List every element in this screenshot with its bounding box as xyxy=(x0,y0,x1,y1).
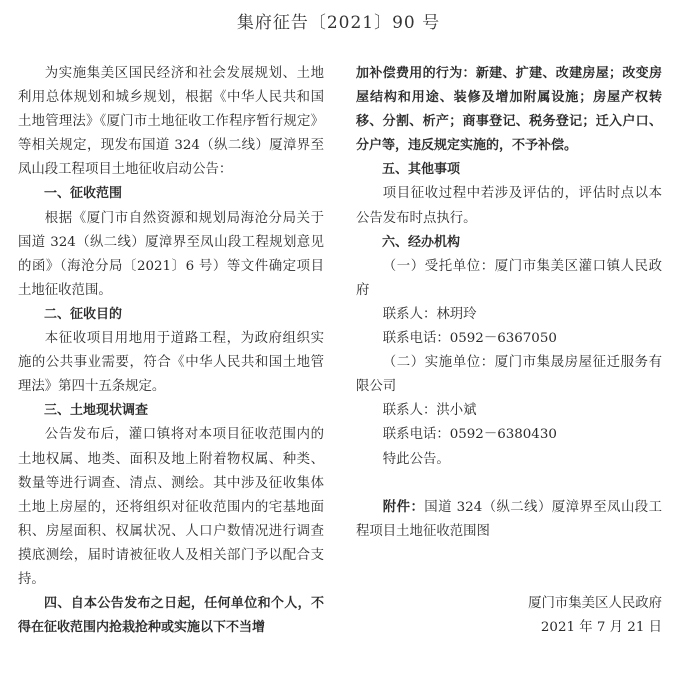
agency-2-contact: 联系人：洪小斌 xyxy=(382,403,477,419)
closing-statement: 特此公告。 xyxy=(382,451,450,467)
section-2-title: 二、征收目的 xyxy=(44,306,123,322)
section-6-title: 六、经办机构 xyxy=(382,234,461,250)
spacer xyxy=(356,472,662,496)
agency-1-contact: 联系人：林玥玲 xyxy=(382,306,477,322)
section-5-title: 五、其他事项 xyxy=(382,162,461,178)
attachment xyxy=(356,496,662,544)
document-number: 集府征告〔2021〕90 号 xyxy=(236,13,441,33)
left-column xyxy=(18,62,324,640)
intro-paragraph: 为实施集美区国民经济和社会发展规划、土地利用总体规划和城乡规划，根据《中华人民共和国土地管理法》《厦门市土地征收工作程序暂行规定》等相关规定，现发布国道 324（纵二线）厦漳界至凤山段工程项目土地征收启动公告： xyxy=(18,66,324,178)
section-3-title: 三、土地现状调查 xyxy=(44,403,149,419)
issuer: 厦门市集美区人民政府 xyxy=(528,595,662,611)
agency-1: （一）受托单位：厦门市集美区灌口镇人民政府 xyxy=(356,258,662,298)
section-2-body: 本征收项目用地用于道路工程，为政府组织实施的公共事业需要，符合《中华人民共和国土地管理法》第四十五条规定。 xyxy=(18,331,324,395)
section-3-body: 公告发布后，灌口镇将对本项目征收范围内的土地权属、地类、面积及地上附着物权属、种类、数量等进行调查、清点、测绘。其中涉及征收集体土地上房屋的，还将组织对征收范围内的宅基地面积、房屋面积、权属状况、人口户数情况进行调查摸底测绘，届时请被征收人及相关部门予以配合支持。 xyxy=(18,427,324,587)
agency-1-phone: 联系电话：0592－6367050 xyxy=(382,331,557,347)
attachment-label: 附件： xyxy=(382,499,425,515)
section-4-body: 四、自本公告发布之日起，任何单位和个人，不得在征收范围内抢栽抢种或实施以下不当增 xyxy=(18,596,324,636)
section-1-title: 一、征收范围 xyxy=(44,186,123,202)
issue-date: 2021 年 7 月 21 日 xyxy=(540,619,662,635)
spacer xyxy=(356,544,662,592)
attachment-text: 国道 324（纵二线）厦漳界至凤山段工程项目土地征收范围图 xyxy=(356,499,662,539)
section-1-body: 根据《厦门市自然资源和规划局海沧分局关于国道 324（纵二线）厦漳界至凤山段工程规划意见的函》（海沧分局〔2021〕6 号）等文件确定项目土地征收范围。 xyxy=(18,210,324,298)
agency-2: （二）实施单位：厦门市集晟房屋征迁服务有限公司 xyxy=(356,355,662,395)
right-column xyxy=(356,62,662,640)
section-4-continuation: 加补偿费用的行为：新建、扩建、改建房屋；改变房屋结构和用途、装修及增加附属设施；房屋产权转移、分割、析产；商事登记、税务登记；迁入户口、分户等，违反规定实施的，不予补偿。 xyxy=(356,66,662,154)
section-5-body: 项目征收过程中若涉及评估的，评估时点以本公告发布时点执行。 xyxy=(356,186,662,226)
agency-2-phone: 联系电话：0592－6380430 xyxy=(382,427,557,443)
